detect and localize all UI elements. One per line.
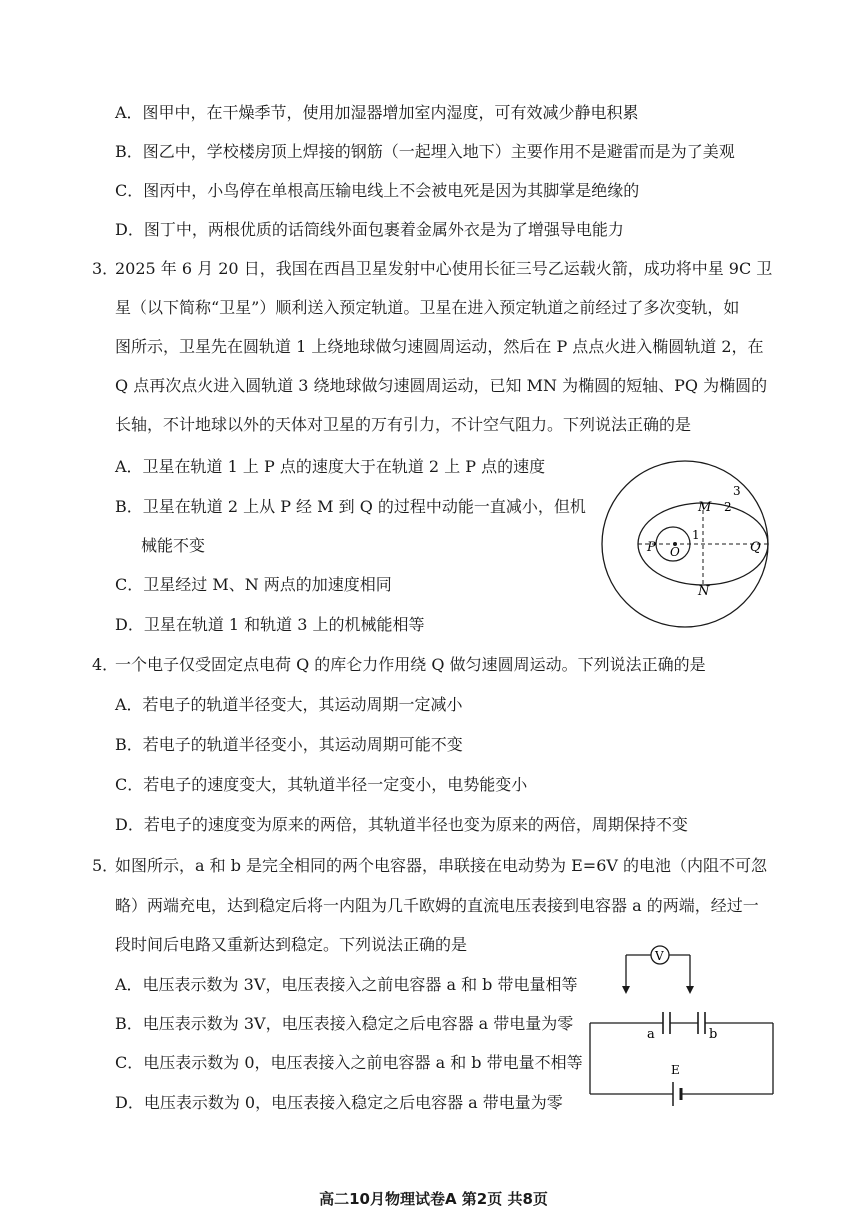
circuit-diagram [585,932,780,1114]
label-p: P [647,540,656,555]
label-orbit-2: 2 [724,500,732,514]
capacitor-a-label: a [647,1027,655,1042]
voltmeter-label: V [655,949,664,963]
q4-stem: 一个电子仅受固定点电荷 Q 的库仑力作用绕 Q 做匀速圆周运动。下列说法正确的是 [115,655,706,674]
q5-option-d: D．电压表示数为 0，电压表接入稳定之后电容器 a 带电量为零 [115,1093,563,1112]
q2-option-c: C．图丙中，小鸟停在单根高压输电线上不会被电死是因为其脚掌是绝缘的 [115,181,640,200]
label-o: O [670,545,680,559]
label-m: M [698,500,712,515]
label-q: Q [750,540,761,555]
label-orbit-1: 1 [692,528,700,542]
page-footer: 高二10月物理试卷A 第2页 共8页 [319,1190,548,1208]
q5-stem-line: 如图所示，a 和 b 是完全相同的两个电容器，串联接在电动势为 E=6V 的电池（内阻不可忽 [115,856,768,875]
orbit-diagram [590,455,780,630]
q3-stem-line: Q 点再次点火进入圆轨道 3 绕地球做匀速圆周运动，已知 MN 为椭圆的短轴、PQ 为椭圆的 [115,376,768,395]
q5-option-b: B．电压表示数为 3V，电压表接入稳定之后电容器 a 带电量为零 [115,1014,574,1033]
q4-option-a: A．若电子的轨道半径变大，其运动周期一定减小 [115,695,463,714]
q5-number: 5． [92,856,119,875]
q5-option-c: C．电压表示数为 0，电压表接入之前电容器 a 和 b 带电量不相等 [115,1053,583,1072]
probe-arrow-right [686,986,694,994]
capacitor-b-label: b [709,1027,718,1042]
q5-option-a: A．电压表示数为 3V，电压表接入之前电容器 a 和 b 带电量相等 [115,975,578,994]
q3-option-d: D．卫星在轨道 1 和轨道 3 上的机械能相等 [115,615,425,634]
q3-number: 3． [92,259,119,278]
q5-stem-line: 段时间后电路又重新达到稳定。下列说法正确的是 [115,935,468,954]
label-n: N [698,584,710,599]
q4-option-c: C．若电子的速度变大，其轨道半径一定变小，电势能变小 [115,775,528,794]
q3-option-b: B．卫星在轨道 2 上从 P 经 M 到 Q 的过程中动能一直减小，但机 [115,497,586,516]
q3-option-b-continued: 械能不变 [141,536,206,555]
q3-option-a: A．卫星在轨道 1 上 P 点的速度大于在轨道 2 上 P 点的速度 [115,457,546,476]
label-orbit-3: 3 [733,484,741,498]
q3-stem-line: 2025 年 6 月 20 日，我国在西昌卫星发射中心使用长征三号乙运载火箭，成功将中星 9C 卫 [115,259,773,278]
probe-arrow-left [622,986,630,994]
q3-stem-line: 图所示，卫星先在圆轨道 1 上绕地球做匀速圆周运动，然后在 P 点点火进入椭圆轨道 2，在 [115,337,764,356]
q4-option-b: B．若电子的轨道半径变小，其运动周期可能不变 [115,735,463,754]
q4-number: 4． [92,655,119,674]
q3-option-c: C．卫星经过 M、N 两点的加速度相同 [115,575,392,594]
q3-stem-line: 星（以下简称“卫星”）顺利送入预定轨道。卫星在进入预定轨道之前经过了多次变轨，如 [115,298,740,317]
q5-stem-line: 略）两端充电，达到稳定后将一内阻为几千欧姆的直流电压表接到电容器 a 的两端，经过一 [115,896,759,915]
q3-stem-line: 长轴，不计地球以外的天体对卫星的万有引力，不计空气阻力。下列说法正确的是 [115,415,692,434]
battery-label: E [671,1063,680,1077]
q2-option-a: A．图甲中，在干燥季节，使用加湿器增加室内湿度，可有效减少静电积累 [115,103,639,122]
q2-option-d: D．图丁中，两根优质的话筒线外面包裹着金属外衣是为了增强导电能力 [115,220,624,239]
q4-option-d: D．若电子的速度变为原来的两倍，其轨道半径也变为原来的两倍，周期保持不变 [115,815,688,834]
q2-option-b: B．图乙中，学校楼房顶上焊接的钢筋（一起埋入地下）主要作用不是避雷而是为了美观 [115,142,735,161]
